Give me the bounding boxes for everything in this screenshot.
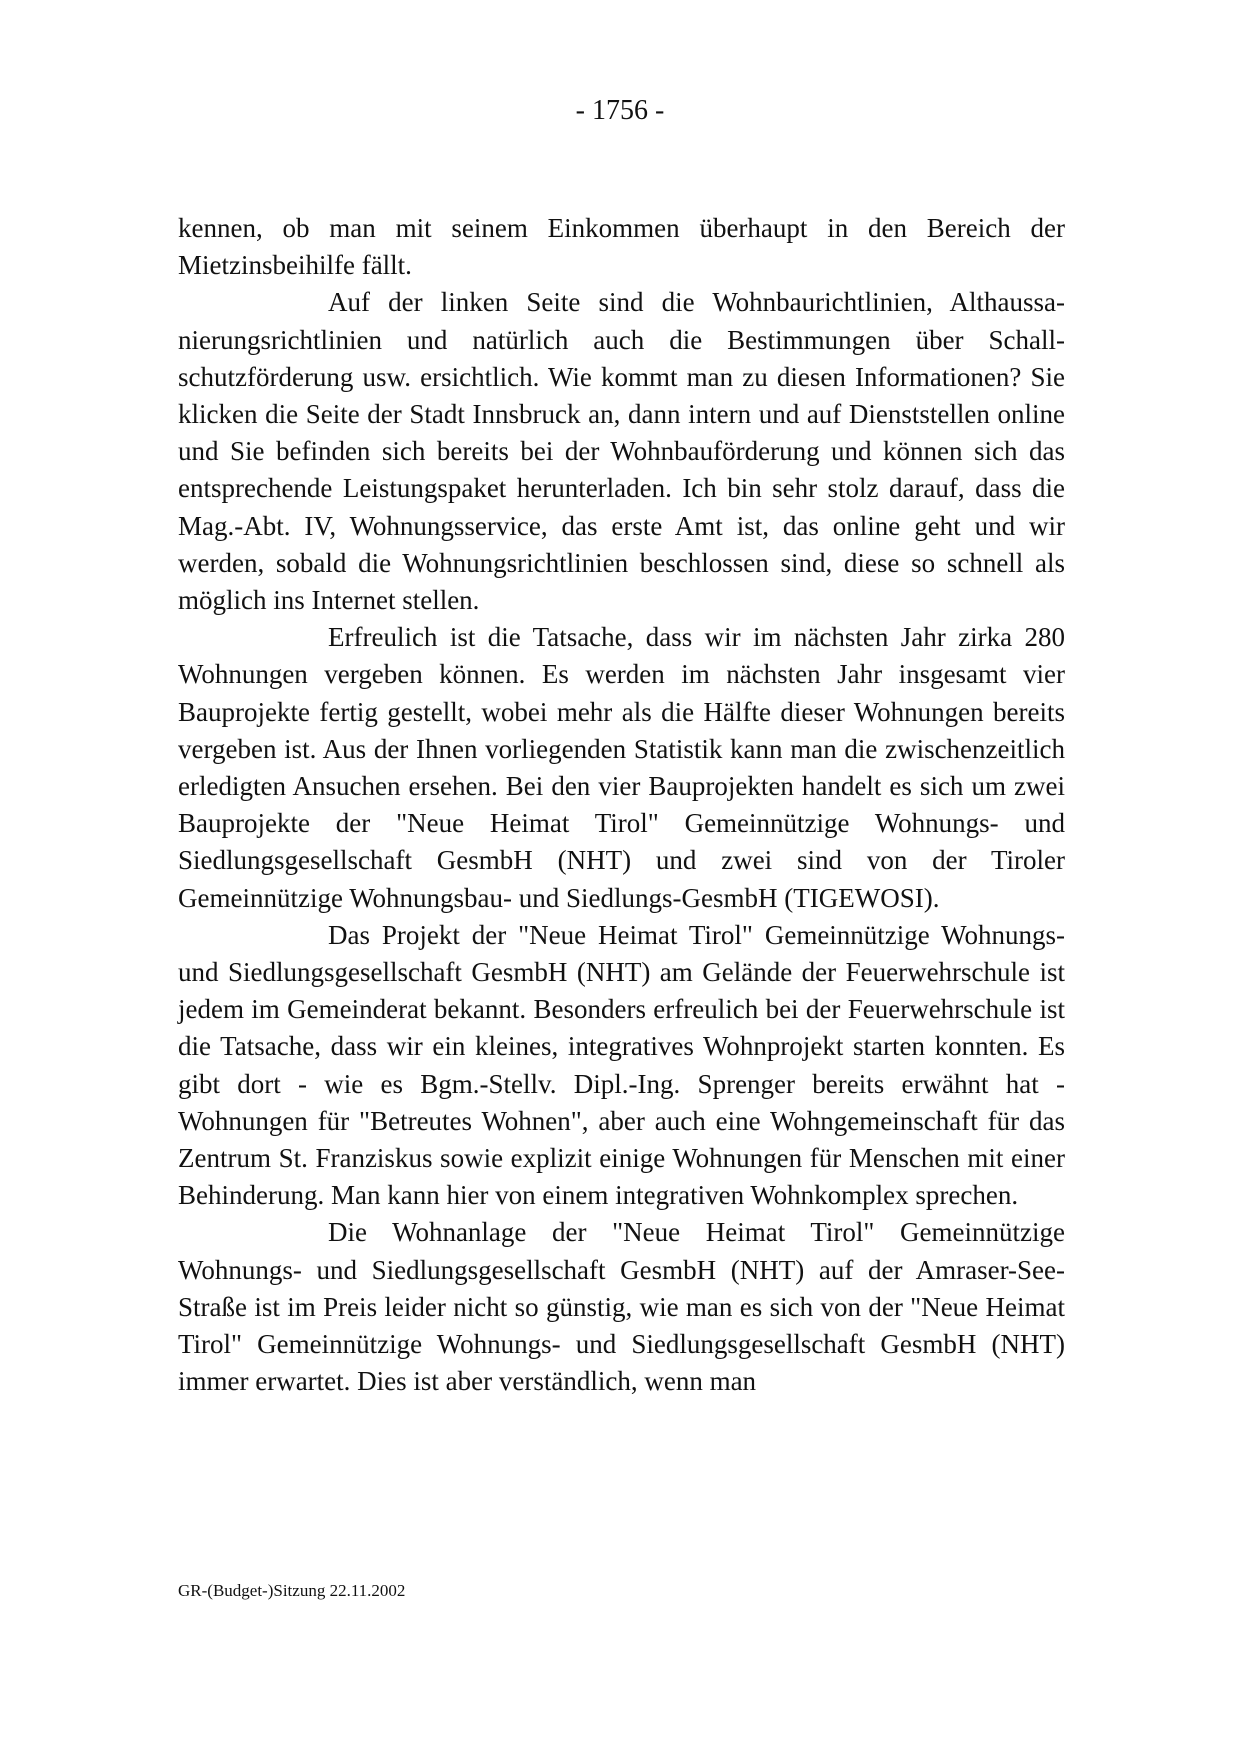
paragraph-3: Erfreulich ist die Tatsache, dass wir im nächsten Jahr zirka 280 Wohnungen vergeben können. Es werden im nächsten Jahr insgesamt vier Bauprojekte fertig gestellt, wobei mehr als die Hälfte dieser Wohnungen bereits vergeben ist. Aus der Ihnen vorliegenden Statistik kann man die zwischenzeitlich erledigten Ansuchen ersehen. Bei den vier Bauprojekten handelt es sich um zwei Bauprojekte der "Neue Heimat Tirol" Gemeinnützige Wohnungs- und Siedlungsgesellschaft GesmbH (NHT) und zwei sind von der Tiroler Gemeinnützige Wohnungsbau- und Siedlungs-GesmbH (TIGEWOSI). [178, 622, 1065, 913]
body-text [178, 210, 1065, 1401]
page-number: - 1756 - [575, 95, 665, 126]
paragraph-2: Auf der linken Seite sind die Wohnbaurichtlinien, Althaussanierungsrichtlinien und natürlich auch die Bestimmungen über Schallschutzförderung usw. ersichtlich. Wie kommt man zu diesen Informationen? Sie klicken die Seite der Stadt Innsbruck an, dann intern und auf Dienststellen online und Sie befinden sich bereits bei der Wohnbauförderung und können sich das entsprechende Leistungspaket herunterladen. Ich bin sehr stolz darauf, dass die Mag.-Abt. IV, Wohnungsservice, das erste Amt ist, das online geht und wir werden, sobald die Wohnungsrichtlinien beschlossen sind, diese so schnell als möglich ins Internet stellen. [178, 287, 1065, 616]
footer-session-date: GR-(Budget-)Sitzung 22.11.2002 [178, 1581, 406, 1600]
paragraph-1: kennen, ob man mit seinem Einkommen überhaupt in den Bereich der Mietzinsbeihilfe fällt. [178, 213, 1065, 281]
paragraph-5: Die Wohnanlage der "Neue Heimat Tirol" Gemeinnützige Wohnungs- und Siedlungsgesellschaft GesmbH (NHT) auf der Amraser-See-Straße ist im Preis leider nicht so günstig, wie man es sich von der "Neue Heimat Tirol" Gemeinnützige Wohnungs- und Siedlungsgesellschaft GesmbH (NHT) immer erwartet. Dies ist aber verständlich, wenn man [178, 1217, 1065, 1397]
paragraph-4: Das Projekt der "Neue Heimat Tirol" Gemeinnützige Wohnungs- und Siedlungsgesellschaft GesmbH (NHT) am Gelände der Feuerwehrschule ist jedem im Gemeinderat bekannt. Besonders erfreulich bei der Feuerwehrschule ist die Tatsache, dass wir ein kleines, integratives Wohnprojekt starten konnten. Es gibt dort - wie es Bgm.-Stellv. Dipl.-Ing. Sprenger bereits erwähnt hat - Wohnungen für "Betreutes Wohnen", aber auch eine Wohngemeinschaft für das Zentrum St. Franziskus sowie explizit einige Wohnungen für Menschen mit einer Behinderung. Man kann hier von einem integrativen Wohnkomplex sprechen. [178, 919, 1065, 1211]
